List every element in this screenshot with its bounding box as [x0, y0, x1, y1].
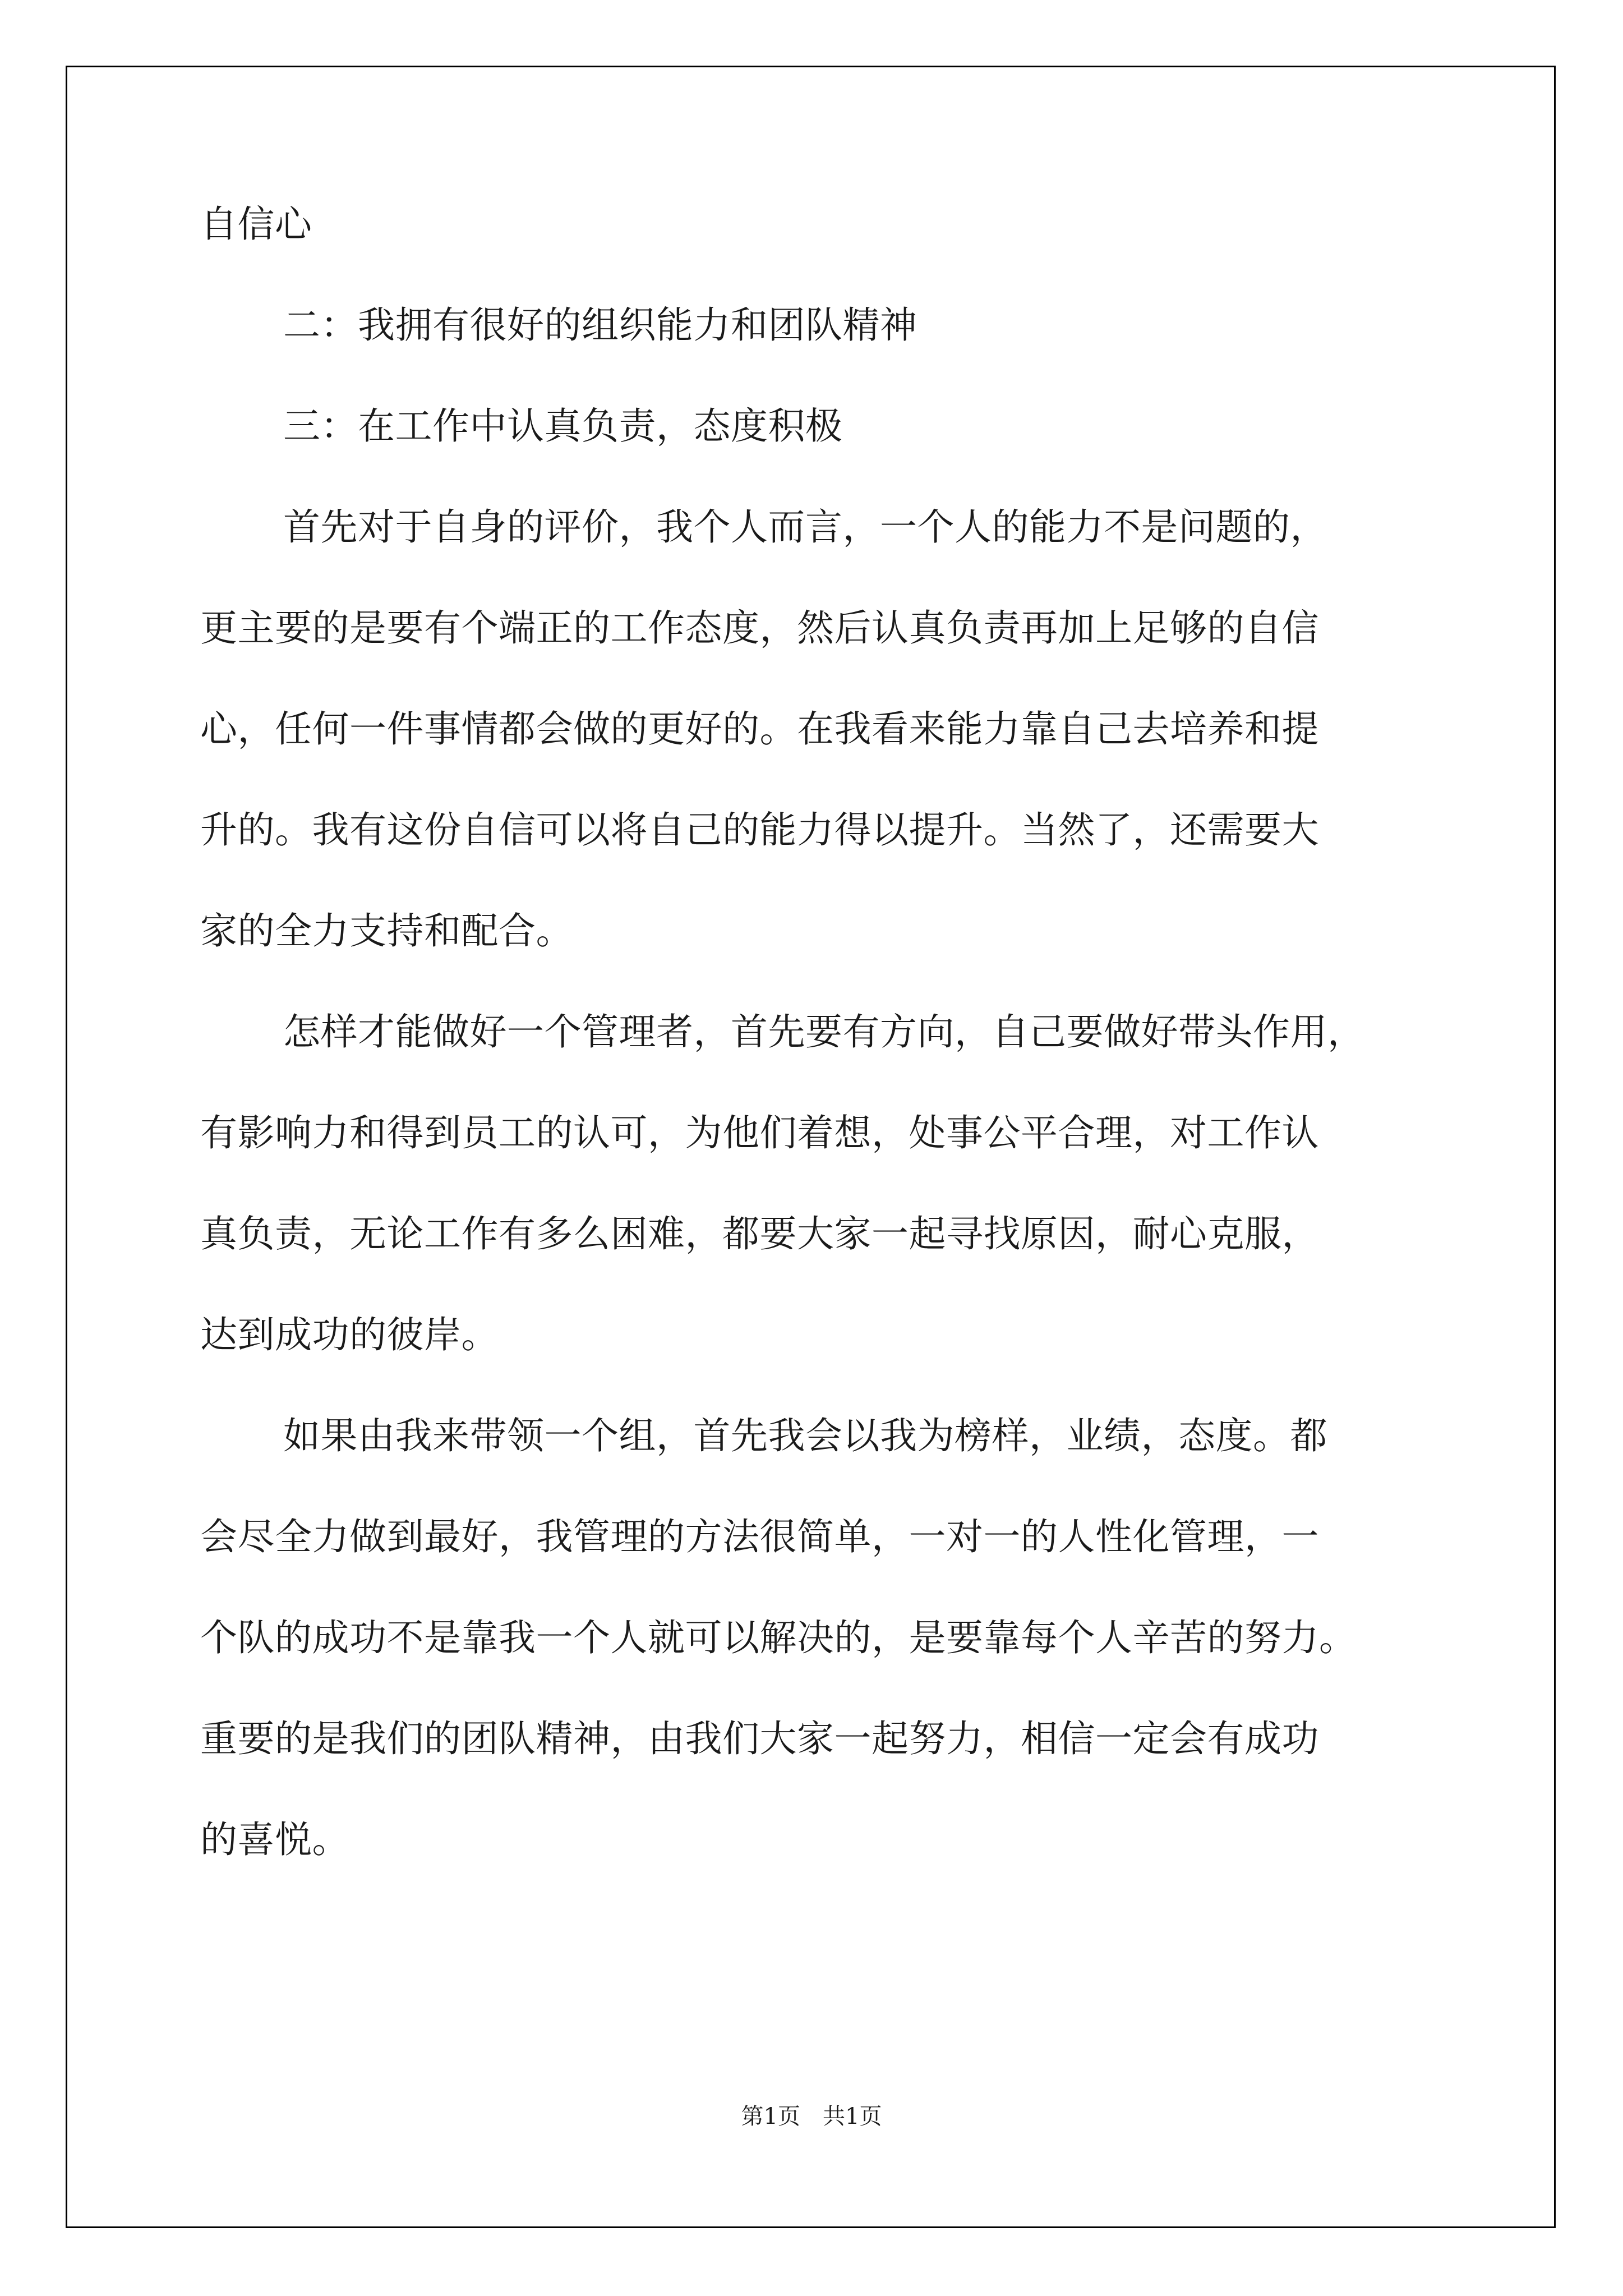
text-line: 个队的成功不是靠我一个人就可以解决的，是要靠每个人辛苦的努力。 — [200, 1616, 1357, 1659]
text-line: 升的。我有这份自信可以将自己的能力得以提升。当然了，还需要大 — [200, 808, 1319, 852]
page-total: 共1页 — [823, 2104, 882, 2129]
text-line: 的喜悦。 — [200, 1818, 349, 1861]
text-line: 会尽全力做到最好，我管理的方法很简单，一对一的人性化管理，一 — [200, 1515, 1319, 1558]
text-line: 怎样才能做好一个管理者，首先要有方向，自己要做好带头作用， — [283, 1010, 1365, 1053]
text-line: 二：我拥有很好的组织能力和团队精神 — [283, 303, 917, 347]
text-line: 自信心 — [200, 203, 312, 246]
text-line: 三：在工作中认真负责，态度积极 — [283, 404, 843, 448]
text-line: 家的全力支持和配合。 — [200, 909, 573, 953]
text-line: 心，任何一件事情都会做的更好的。在我看来能力靠自己去培养和提 — [200, 707, 1319, 751]
text-line: 更主要的是要有个端正的工作态度，然后认真负责再加上足够的自信 — [200, 606, 1319, 650]
text-line: 真负责，无论工作有多么困难，都要大家一起寻找原因，耐心克服， — [200, 1212, 1319, 1255]
page-footer — [0, 2101, 1623, 2132]
text-line: 重要的是我们的团队精神，由我们大家一起努力，相信一定会有成功 — [200, 1717, 1319, 1760]
page-number: 第1页 — [741, 2104, 800, 2129]
text-line: 达到成功的彼岸。 — [200, 1313, 499, 1356]
text-line: 首先对于自身的评价，我个人而言，一个人的能力不是问题的， — [283, 505, 1327, 549]
text-line: 有影响力和得到员工的认可，为他们着想，处事公平合理，对工作认 — [200, 1111, 1319, 1154]
text-line: 如果由我来带领一个组，首先我会以我为榜样，业绩，态度。都 — [283, 1414, 1327, 1457]
